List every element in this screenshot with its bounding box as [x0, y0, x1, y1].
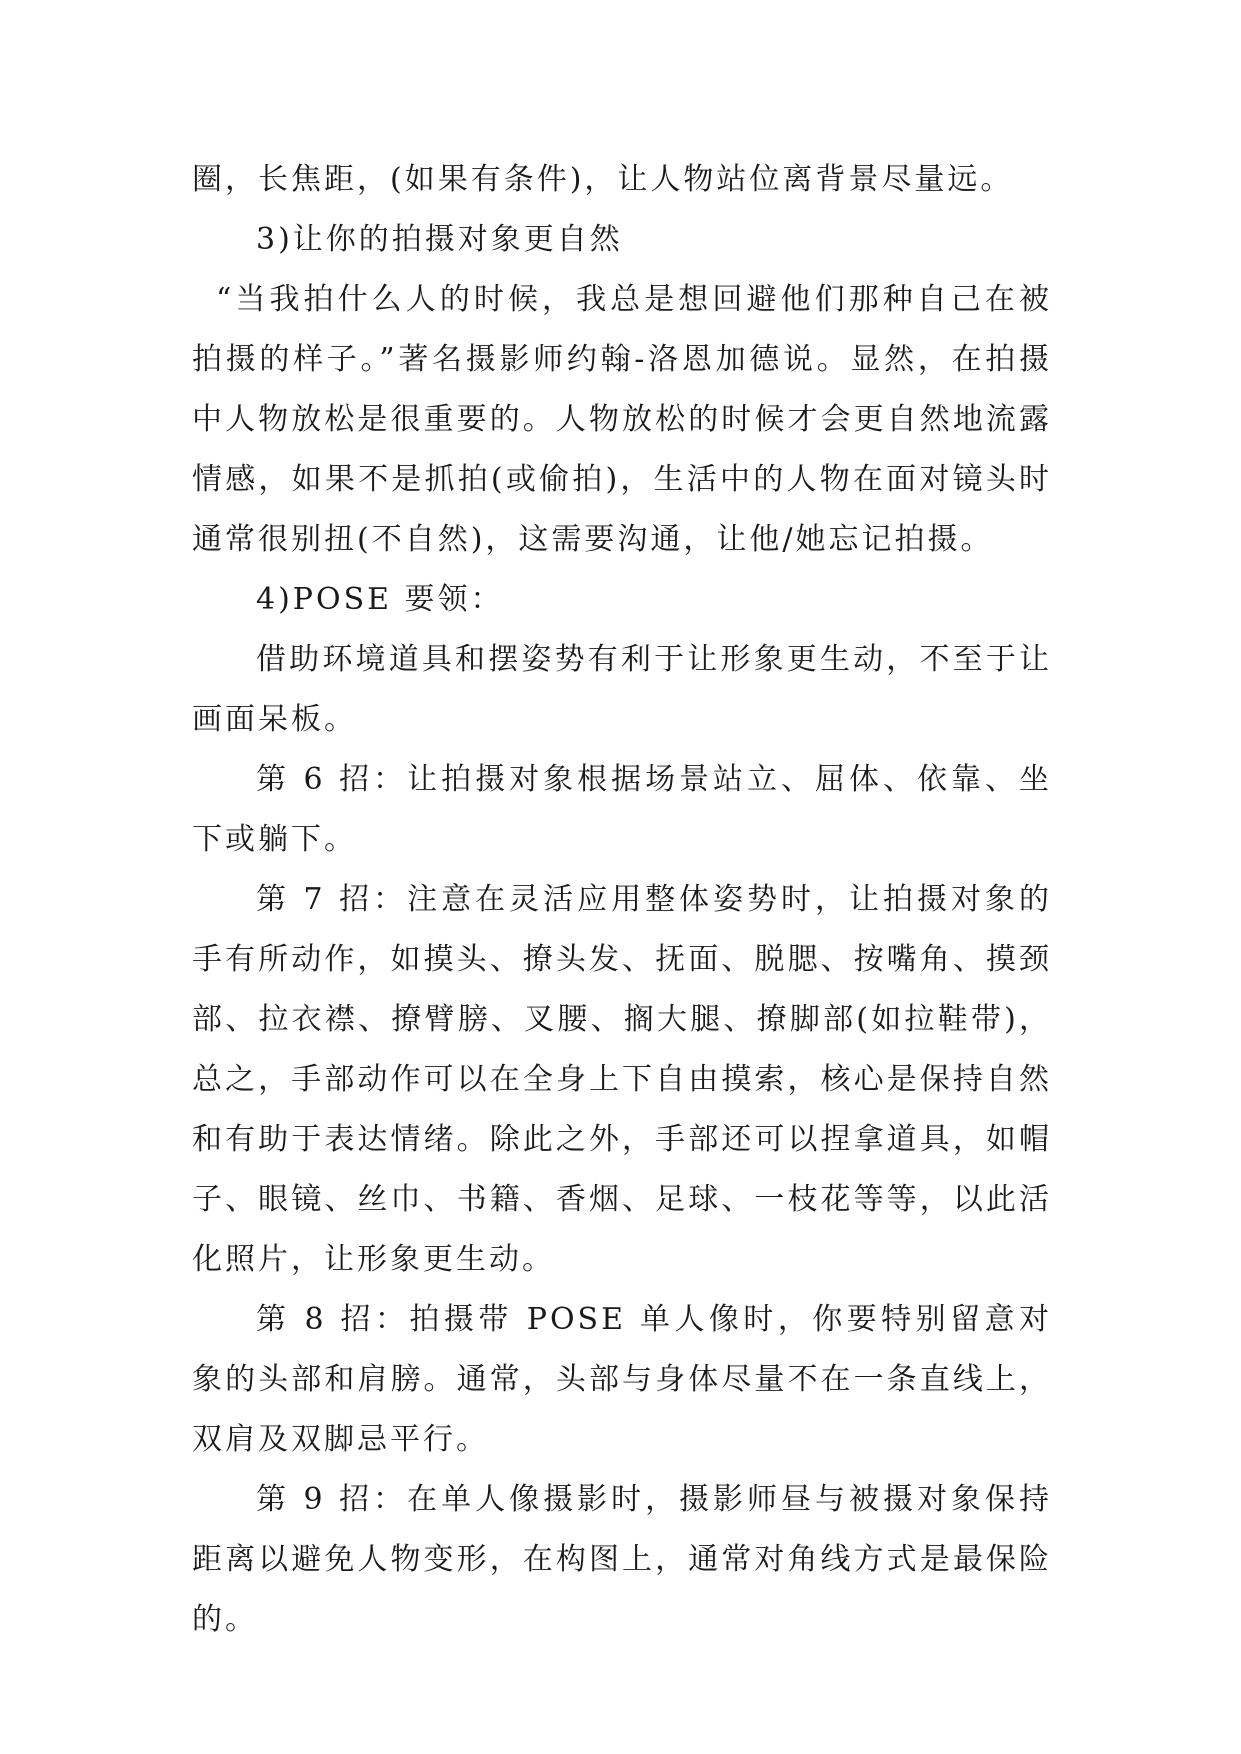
tip-8: 第 8 招：拍摄带 POSE 单人像时，你要特别留意对象的头部和肩膀。通常，头部与身体尽量不在一条直线上，双肩及双脚忌平行。: [192, 1302, 1052, 1457]
paragraph-quote: “当我拍什么人的时候，我总是想回避他们那种自己在被拍摄的样子。”著名摄影师约翰-洛恩加德说。显然，在拍摄中人物放松是很重要的。人物放松的时候才会更自然地流露情感，如果不是抓拍(或偷拍)，生活中的人物在面对镜头时通常很别扭(不自然)，这需要沟通，让他/她忘记拍摄。: [192, 282, 1052, 557]
document-body: [192, 150, 1052, 1650]
paragraph-props: 借助环境道具和摆姿势有利于让形象更生动，不至于让画面呆板。: [192, 642, 1052, 737]
subheading-pose: 4)POSE 要领：: [256, 582, 504, 617]
subheading-natural-subject: 3)让你的拍摄对象更自然: [256, 222, 623, 257]
tip-6: 第 6 招：让拍摄对象根据场景站立、屈体、依靠、坐下或躺下。: [192, 762, 1052, 857]
paragraph-continuation: 圈，长焦距，(如果有条件)，让人物站位离背景尽量远。: [192, 162, 1014, 197]
tip-9: 第 9 招：在单人像摄影时，摄影师昼与被摄对象保持距离以避免人物变形，在构图上，通常对角线方式是最保险的。: [192, 1482, 1052, 1637]
tip-7: 第 7 招：注意在灵活应用整体姿势时，让拍摄对象的手有所动作，如摸头、撩头发、抚面、脱腮、按嘴角、摸颈部、拉衣襟、撩臂膀、叉腰、搁大腿、撩脚部(如拉鞋带)，总之，手部动作可以在全身上下自由摸索，核心是保持自然和有助于表达情绪。除此之外，手部还可以捏拿道具，如帽子、眼镜、丝巾、书籍、香烟、足球、一枝花等等，以此活化照片，让形象更生动。: [192, 882, 1052, 1277]
